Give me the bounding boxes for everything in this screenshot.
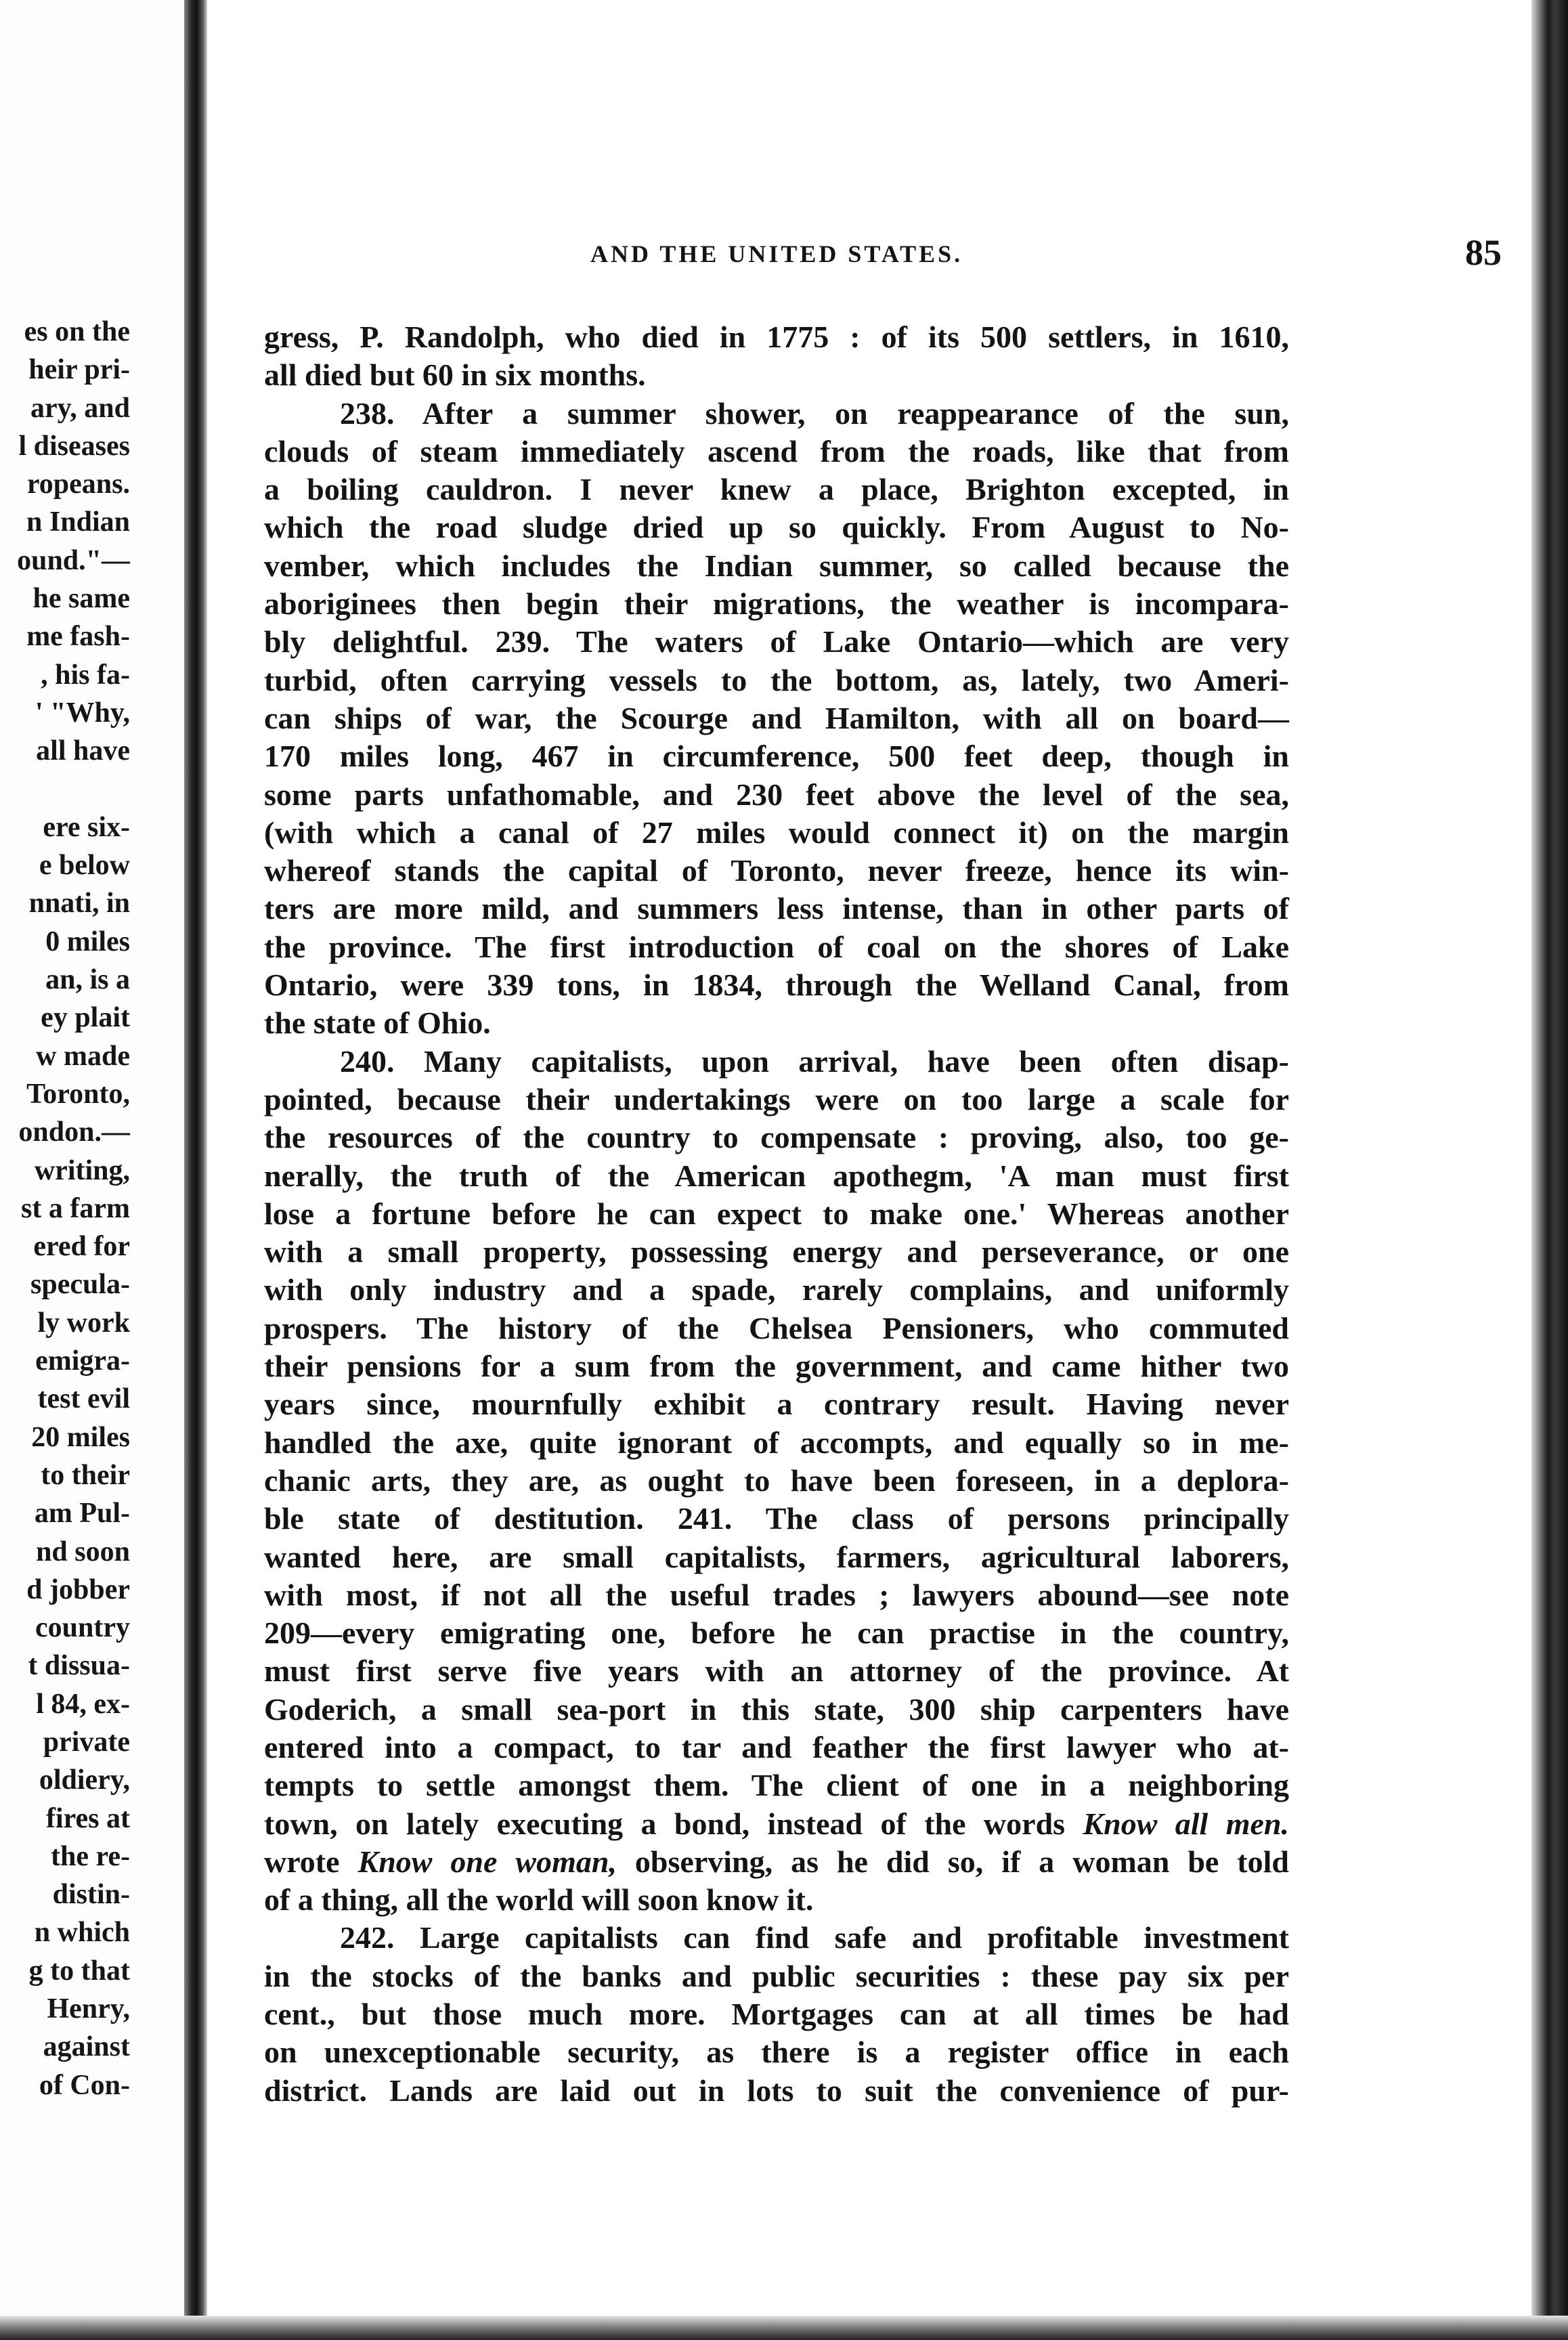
left-page-line: d jobber bbox=[26, 1574, 130, 1605]
text-line: years since, mournfully exhibit a contrary result. Having never bbox=[264, 1387, 1289, 1422]
left-page-line: 20 miles bbox=[31, 1421, 130, 1453]
text-segment: wrote bbox=[264, 1844, 358, 1879]
left-page-line: ropeans. bbox=[26, 469, 130, 500]
text-line: must first serve five years with an attorney of the province. At bbox=[264, 1653, 1289, 1689]
text-line: Goderich, a small sea-port in this state, 300 ship carpenters have bbox=[264, 1691, 1289, 1727]
book-gutter bbox=[184, 0, 207, 2340]
left-page-line: , his fa- bbox=[41, 659, 130, 691]
text-line: lose a fortune before he can expect to make one.' Whereas another bbox=[264, 1196, 1289, 1231]
left-page-line: t dissua- bbox=[28, 1650, 130, 1682]
text-line: wanted here, are small capitalists, farmers, agricultural laborers, bbox=[264, 1539, 1289, 1574]
text-line: 238. After a summer shower, on reappearance of the sun, bbox=[340, 395, 1289, 431]
text-segment: observing, as he did so, if a woman be told bbox=[616, 1844, 1289, 1879]
text-line bbox=[264, 1843, 1289, 1881]
left-page-line: ' "Why, bbox=[35, 697, 130, 729]
text-line: Ontario, were 339 tons, in 1834, through the Welland Canal, from bbox=[264, 968, 1289, 1003]
left-page-line: specula- bbox=[30, 1269, 130, 1301]
main-page bbox=[207, 0, 1531, 2316]
text-line: gress, P. Randolph, who died in 1775 : of its 500 settlers, in 1610, bbox=[264, 320, 1289, 354]
text-line: 209—every emigrating one, before he can practise in the country, bbox=[264, 1616, 1289, 1651]
left-page-line: ered for bbox=[33, 1231, 130, 1263]
left-page-line: l 84, ex- bbox=[36, 1688, 130, 1720]
left-facing-page bbox=[0, 0, 191, 2340]
left-page-line: nd soon bbox=[36, 1536, 130, 1567]
text-line: a boiling cauldron. I never knew a place, Brighton excepted, in bbox=[264, 472, 1289, 507]
text-line: all died but 60 in six months. bbox=[264, 358, 646, 393]
text-line: tempts to settle amongst them. The client of one in a neighboring bbox=[264, 1768, 1289, 1803]
italic-phrase: Know all men. bbox=[1083, 1806, 1289, 1841]
left-page-line: n which bbox=[34, 1917, 130, 1949]
left-page-line: to their bbox=[41, 1459, 130, 1491]
left-page-line: ondon.— bbox=[18, 1117, 130, 1148]
left-page-line: w made bbox=[36, 1040, 130, 1072]
text-line: of a thing, all the world will soon know it. bbox=[264, 1882, 814, 1918]
text-line: which the road sludge dried up so quickly. From August to No- bbox=[264, 510, 1289, 545]
text-line: 242. Large capitalists can find safe and profitable investment bbox=[340, 1920, 1289, 1955]
text-line: the resources of the country to compensate : proving, also, too ge- bbox=[264, 1120, 1289, 1155]
left-page-line: n Indian bbox=[26, 506, 130, 538]
text-line: handled the axe, quite ignorant of accompts, and equally so in me- bbox=[264, 1425, 1289, 1460]
left-page-line: g to that bbox=[28, 1955, 130, 1987]
left-page-line: oldiery, bbox=[39, 1764, 130, 1796]
page-bottom-edge bbox=[0, 2316, 1568, 2340]
text-segment: town, on lately executing a bond, instead of the words bbox=[264, 1806, 1083, 1841]
page-edge bbox=[1531, 0, 1568, 2340]
text-line: ble state of destitution. 241. The class of persons principally bbox=[264, 1501, 1289, 1536]
text-line: district. Lands are laid out in lots to suit the convenience of pur- bbox=[264, 2073, 1289, 2108]
text-line: some parts unfathomable, and 230 feet above the level of the sea, bbox=[264, 777, 1289, 812]
left-page-line: ly work bbox=[37, 1307, 130, 1339]
left-page-line: l diseases bbox=[18, 430, 130, 462]
running-title: AND THE UNITED STATES. bbox=[590, 240, 963, 267]
text-line: clouds of steam immediately ascend from the roads, like that from bbox=[264, 433, 1289, 469]
left-page-line: e below bbox=[39, 850, 130, 882]
text-line: (with which a canal of 27 miles would connect it) on the margin bbox=[264, 815, 1289, 850]
left-page-line: nnati, in bbox=[28, 888, 130, 919]
text-line: nerally, the truth of the American apothegm, 'A man must first bbox=[264, 1158, 1289, 1193]
left-page-line: the re- bbox=[51, 1840, 130, 1872]
text-line: vember, which includes the Indian summer, so called because the bbox=[264, 548, 1289, 583]
left-page-line: ere six- bbox=[43, 811, 130, 843]
text-line: with most, if not all the useful trades ; lawyers abound—see note bbox=[264, 1577, 1289, 1612]
text-line: with a small property, possessing energy and perseverance, or one bbox=[264, 1234, 1289, 1270]
left-page-line: an, is a bbox=[45, 964, 130, 996]
text-line: with only industry and a spade, rarely complains, and uniformly bbox=[264, 1272, 1289, 1307]
body-text bbox=[264, 318, 1289, 2110]
left-page-line: writing, bbox=[34, 1154, 130, 1186]
italic-phrase: Know one woman, bbox=[357, 1844, 617, 1879]
left-page-line: ey plait bbox=[41, 1002, 130, 1034]
text-line: in the stocks of the banks and public securities : these pay six per bbox=[264, 1958, 1289, 1993]
text-line: ters are more mild, and summers less intense, than in other parts of bbox=[264, 891, 1289, 926]
text-line: pointed, because their undertakings were on too large a scale for bbox=[264, 1081, 1289, 1117]
left-page-text bbox=[0, 313, 130, 2104]
page-number: 85 bbox=[1465, 232, 1502, 273]
left-page-line: private bbox=[43, 1726, 130, 1758]
text-line: can ships of war, the Scourge and Hamilton, with all on board— bbox=[264, 700, 1289, 735]
left-page-line: fires at bbox=[45, 1802, 130, 1834]
text-line: their pensions for a sum from the government, and came hither two bbox=[264, 1349, 1289, 1384]
left-page-line: heir pri- bbox=[28, 354, 130, 386]
left-page-line: against bbox=[43, 2031, 130, 2063]
left-page-line: st a farm bbox=[21, 1192, 130, 1224]
text-line: bly delightful. 239. The waters of Lake Ontario—which are very bbox=[264, 624, 1289, 659]
left-page-line: ound."— bbox=[17, 544, 130, 576]
text-line: entered into a compact, to tar and feather the first lawyer who at- bbox=[264, 1729, 1289, 1764]
left-page-line: distin- bbox=[52, 1879, 130, 1911]
left-page-line: he same bbox=[32, 583, 130, 615]
text-line: 240. Many capitalists, upon arrival, have been often disap- bbox=[340, 1043, 1289, 1079]
left-page-line: am Pul- bbox=[34, 1498, 130, 1530]
left-page-line: emigra- bbox=[35, 1345, 130, 1377]
left-page-line: me fash- bbox=[26, 621, 130, 653]
left-page-line: Henry, bbox=[47, 1993, 130, 2025]
text-line: the state of Ohio. bbox=[264, 1005, 491, 1041]
left-page-line: test evil bbox=[37, 1383, 130, 1415]
left-page-line: Toronto, bbox=[26, 1078, 130, 1110]
text-line: the province. The first introduction of coal on the shores of Lake bbox=[264, 929, 1289, 964]
running-head bbox=[590, 232, 1502, 279]
left-page-line bbox=[0, 771, 130, 808]
left-page-line: country bbox=[35, 1612, 130, 1644]
text-line: 170 miles long, 467 in circumference, 500 feet deep, though in bbox=[264, 739, 1289, 774]
text-line: turbid, often carrying vessels to the bottom, as, lately, two Ameri- bbox=[264, 662, 1289, 697]
left-page-line: of Con- bbox=[39, 2069, 130, 2101]
text-line: prospers. The history of the Chelsea Pensioners, who commuted bbox=[264, 1310, 1289, 1345]
text-line: on unexceptionable security, as there is a register office in each bbox=[264, 2035, 1289, 2070]
left-page-line: ary, and bbox=[30, 392, 130, 424]
text-line: chanic arts, they are, as ought to have been foreseen, in a deplora- bbox=[264, 1462, 1289, 1498]
text-line: cent., but those much more. Mortgages can at all times be had bbox=[264, 1997, 1289, 2032]
text-line: whereof stands the capital of Toronto, never freeze, hence its win- bbox=[264, 853, 1289, 888]
text-line: aboriginees then begin their migrations, the weather is incompara- bbox=[264, 586, 1289, 622]
left-page-line: es on the bbox=[24, 316, 130, 347]
text-line bbox=[264, 1805, 1289, 1843]
left-page-line: 0 miles bbox=[45, 926, 130, 957]
left-page-line: all have bbox=[36, 735, 130, 767]
